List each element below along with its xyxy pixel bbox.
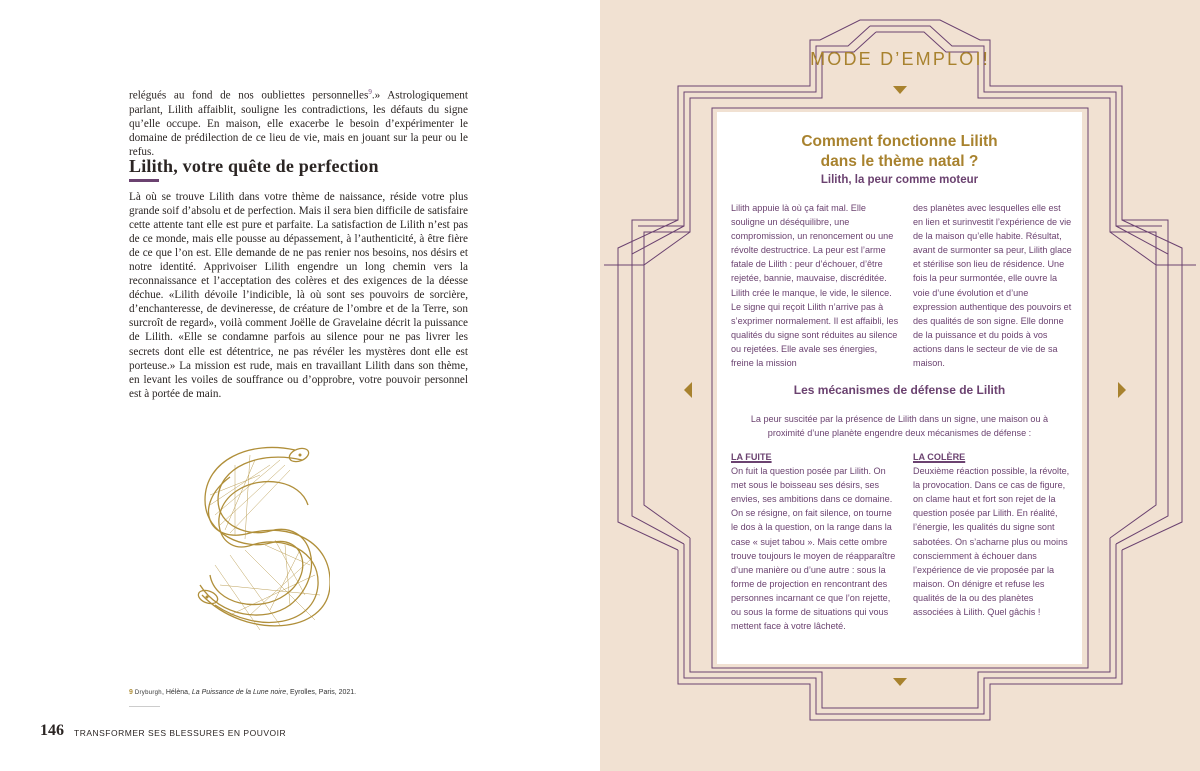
card-subtitle: Lilith, la peur comme moteur (820, 174, 979, 186)
card-title-line1: Comment fonctionne Lilith (801, 133, 998, 150)
colere-column (913, 450, 1073, 619)
opening-text-end: .» Astrologiquement parlant, Lilith affaiblit, souligne les contradictions, les défauts du signe qu’elle occupe. En maison, elle exacerbe le besoin d’expérimenter le domaine de prédilection de ce lieu de vie, mais en jouant sur la peur ou le refus. (129, 89, 469, 158)
footnote (129, 689, 356, 696)
defense-section-title: Les mécanismes de défense de Lilith (793, 383, 1006, 397)
footnote-author: Dryburgh (134, 690, 162, 696)
opening-paragraph (129, 85, 468, 159)
intro-column-right-text: des planètes avec lesquelles elle est en lien et surinvestit l’expérience de vie de la maison qu’elle habite. Résultat, avant de surmonter sa peur, Lilith glace et stérilise son lieu de résidence. Une fois la peur surmontée, elle ouvre la voie d’une évolution et d’une expression authentique des pouvoirs et des qualités de son signe. Elle donne de la puissance et du poids à vos actions dans le secteur de vie de sa maison. (913, 203, 1072, 369)
ouroboros-serpents-icon (190, 435, 330, 645)
footnote-first: , Hélèna, (161, 689, 192, 696)
card-title (717, 132, 1082, 172)
opening-text: relégués au fond de nos oubliettes personnelles (129, 89, 369, 102)
card-title-line2: dans le thème natal ? (820, 153, 979, 170)
defense-intro: La peur suscitée par la présence de Lilith dans un signe, une maison ou à proximité d’une planète engendre deux mécanismes de défense : (750, 414, 1049, 439)
footnote-number: 9 (129, 689, 133, 696)
intro-column-left-text: Lilith appuie là où ça fait mal. Elle souligne un déséquilibre, une compromission, un renoncement ou une révolte destructrice. La peur est l’arme fatale de Lilith : peur d’échouer, d’être rejetée, bannie, mauvaise, discréditée. Lilith crée le manque, le vide, le silence. Le signe qui reçoit Lilith n’arrive pas à s’exprimer normalement. Il est affaibli, les qualités du signe sont réduites au silence ou rejetées. Elle avale ses énergies, freine la mission (731, 203, 899, 369)
main-paragraph (129, 190, 468, 401)
info-card (717, 112, 1082, 664)
footnote-rest: , Eyrolles, Paris, 2021. (286, 689, 357, 696)
triangle-down-icon (893, 86, 907, 94)
footnote-work: La Puissance de la Lune noire (191, 689, 287, 696)
triangle-down-icon (893, 678, 907, 686)
footnote-rule (0, 706, 600, 707)
intro-column-right (913, 201, 1073, 370)
fuite-column (731, 450, 901, 633)
fuite-title: LA FUITE (731, 452, 772, 462)
intro-column-left (731, 201, 901, 370)
running-title: TRANSFORMER SES BLESSURES EN POUVOIR (74, 728, 287, 738)
heading-underline (129, 179, 159, 182)
colere-text: Deuxième réaction possible, la révolte, la provocation. Dans ce cas de figure, on clame haut et fort son rejet de la question posée par Lilith. En réalité, l’énergie, les qualités du signe sont sabotées. On s’acharne plus ou moins consciemment à échouer dans l’expérience de vie proposée par la maison. On dénigre et refuse les qualités de la ou des planètes associées à Lilith. Quel gâchis ! (913, 466, 1070, 618)
page-number: 146 (40, 722, 64, 739)
right-page (600, 0, 1200, 771)
fuite-text: On fuit la question posée par Lilith. On met sous le boisseau ses désirs, ses envies, ses ambitions dans ce domaine. On se résigne, on fait silence, on tourne le dos à la question, on la range dans la case « sujet tabou ». Mais cette ombre trouve toujours le moyen de réapparaître d’une manière ou d’une autre : sous la forme de projection en rencontrant des personnes incarnant ce que l’on rejette, ou sous la forme de situations qui vous mettent face à votre lâcheté. (731, 466, 896, 632)
main-paragraph-text: Là où se trouve Lilith dans votre thème de naissance, réside votre plus grande soif d’absolu et de perfection. Mais il sera bien difficile de satisfaire cette attente tant elle est pure et parfaite. La satisfaction de Lilith n’est pas de ce monde, mais elle pousse au dépassement, à l’authenticité, à être fière de ce que l’on est. Elle demande de ne pas renier nos besoins, nos désirs et notre identité. Apprivoiser Lilith engendre un long chemin vers la reconnaissance et l’acceptation des colères et des exigences de la déesse déchue. «Lilith dévoile l’indicible, là où sont ses pouvoirs de sorcière, d’enchanteresse, de devineresse, de créature de l’ombre et de la Terre, son surcroît de regard», voilà comment Joëlle de Gravelaine décrit la puissance de Lilith. «Elle se condamne parfois au silence pour ne pas livrer les secrets dont elle est détentrice, ne pas révéler les mystères dont elle est porteuse.» La mission est rude, mais en travaillant Lilith dans son thème, en levant les voiles de souffrance ou d’opprobre, votre pouvoir personnel est à portée de main. (129, 191, 468, 400)
box-title: MODE D’EMPLOI! (810, 49, 990, 69)
section-heading: Lilith, votre quête de perfection (129, 156, 379, 176)
footnote-reference[interactable]: 9 (368, 88, 372, 96)
triangle-left-icon (684, 382, 692, 398)
triangle-right-icon (1118, 382, 1126, 398)
colere-title: LA COLÈRE (913, 452, 966, 462)
